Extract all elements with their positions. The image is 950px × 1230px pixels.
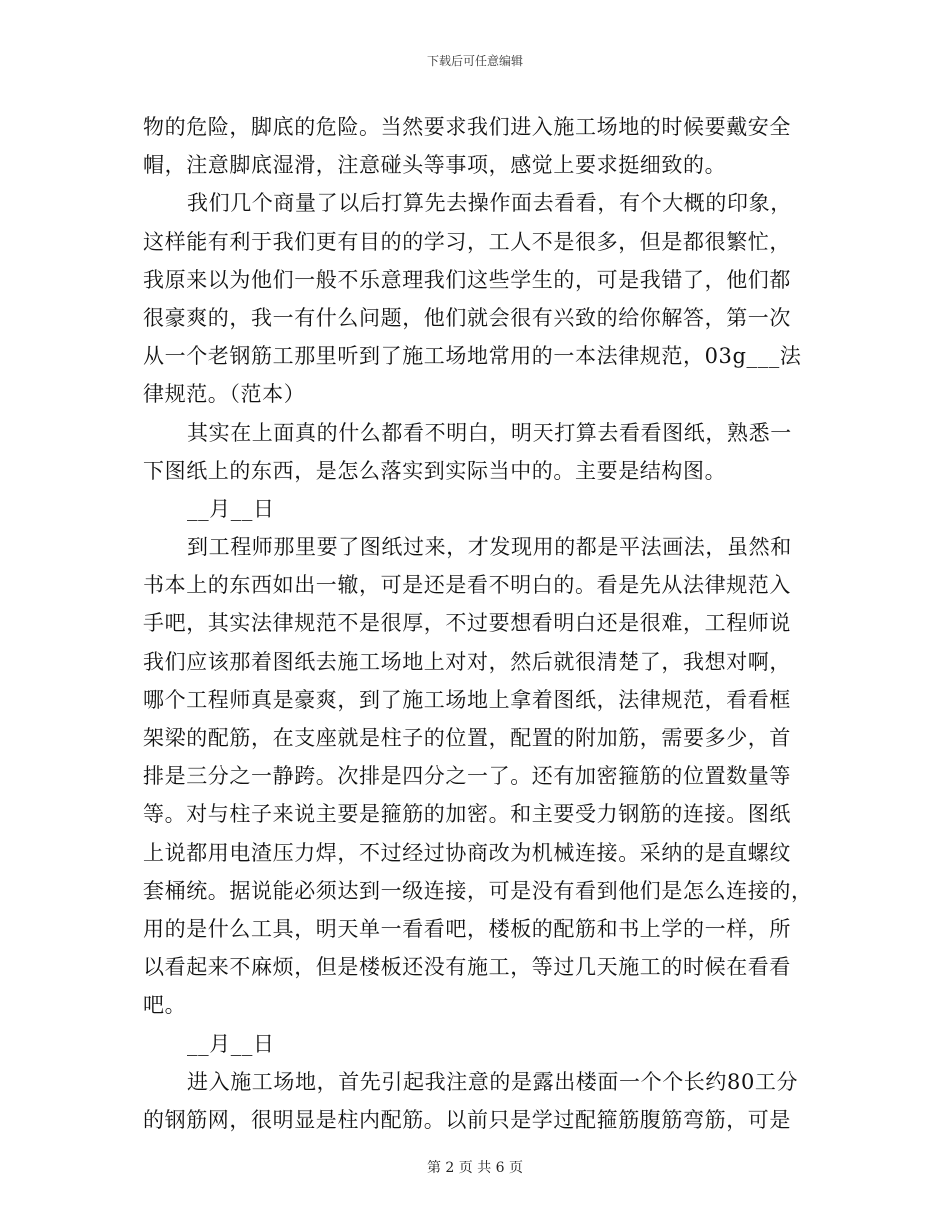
text-line: 书本上的东西如出一辙，可是还是看不明白的。看是先从法律规范入	[143, 573, 791, 598]
text-line: 排是三分之一静跨。次排是四分之一了。还有加密箍筋的位置数量等	[143, 764, 791, 789]
text-line: 我原来以为他们一般不乐意理我们这些学生的，可是我错了，他们都	[143, 267, 791, 292]
paragraph-start: 我们几个商量了以后打算先去操作面去看看，有个大概的印象，	[187, 191, 792, 216]
text-line: 的钢筋网，很明显是柱内配筋。以前只是学过配箍筋腹筋弯筋，可是	[143, 1107, 791, 1132]
page-header: 下载后可任意编辑	[426, 54, 523, 68]
text-line: 从一个老钢筋工那里听到了施工场地常用的一本法律规范，03g___法	[143, 344, 802, 369]
text-line: 以看起来不麻烦，但是楼板还没有施工，等过几天施工的时候在看看	[143, 955, 791, 980]
text-line: 我们应该那着图纸去施工场地上对对，然后就很清楚了，我想对啊，	[143, 649, 791, 674]
text-line: 等。对与柱子来说主要是箍筋的加密。和主要受力钢筋的连接。图纸	[143, 802, 791, 827]
paragraph-start: 进入施工场地，首先引起我注意的是露出楼面一个个长约80工分	[187, 1069, 799, 1094]
text-line: 用的是什么工具，明天单一看看吧，楼板的配筋和书上学的一样，所	[143, 916, 791, 941]
document-body	[143, 108, 813, 1139]
text-line: 很豪爽的，我一有什么问题，他们就会很有兴致的给你解答，第一次	[143, 305, 791, 330]
page-footer: 第 2 页 共 6 页	[426, 1160, 524, 1176]
text-line: 上说都用电渣压力焊，不过经过协商改为机械连接。采纳的是直螺纹	[143, 840, 791, 865]
text-line: 帽，注意脚底湿滑，注意碰头等事项，感觉上要求挺细致的。	[143, 153, 727, 178]
paragraph-start: 到工程师那里要了图纸过来，才发现用的都是平法画法，虽然和	[187, 535, 792, 560]
text-line: 哪个工程师真是豪爽，到了施工场地上拿着图纸，法律规范，看看框	[143, 687, 791, 712]
text-line: 物的危险，脚底的危险。当然要求我们进入施工场地的时候要戴安全	[143, 115, 791, 139]
date-heading: __月__日	[187, 496, 275, 521]
text-line: 套桶统。据说能必须达到一级连接，可是没有看到他们是怎么连接的，	[143, 878, 813, 903]
paragraph-start: 其实在上面真的什么都看不明白，明天打算去看看图纸，熟悉一	[187, 420, 792, 445]
date-heading: __月__日	[187, 1031, 275, 1056]
text-line: 这样能有利于我们更有目的的学习，工人不是很多，但是都很繁忙，	[143, 229, 791, 254]
text-line: 吧。	[143, 993, 187, 1018]
text-line: 手吧，其实法律规范不是很厚，不过要想看明白还是很难，工程师说	[143, 611, 791, 636]
text-line: 下图纸上的东西，是怎么落实到实际当中的。主要是结构图。	[143, 458, 727, 483]
text-line: 律规范。（范本）	[143, 382, 306, 407]
text-line: 架梁的配筋，在支座就是柱子的位置，配置的附加筋，需要多少，首	[143, 726, 791, 750]
